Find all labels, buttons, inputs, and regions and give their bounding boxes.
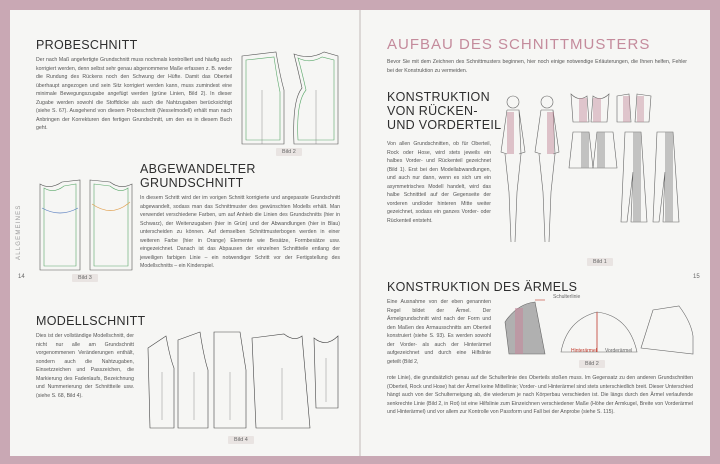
figure-modellschnitt-pattern [144, 328, 340, 432]
heading-modellschnitt: MODELLSCHNITT [36, 314, 146, 328]
label-vorderaermel: Vorderärmel [605, 348, 633, 354]
text-intro: Bevor Sie mit dem Zeichnen des Schnittmusters beginnen, hier noch einige notwendige Erläuterungen, die Ihnen helfen, Fehler bei der Konstruktion zu vermeiden. [387, 59, 687, 74]
heading-ruecken-3: UND VORDERTEIL [387, 118, 502, 132]
page-number-left: 14 [18, 274, 25, 280]
figure-probeschnitt-pattern [240, 50, 340, 146]
heading-abgewandelt-1: ABGEWANDELTER [140, 162, 256, 176]
text-abgewandelt: In diesem Schritt wird der im vorigen Schnitt korrigierte und angepasste Grundschnitt abgewandelt, sodass man das Schnittmuster des gewünschten Modells erhält. Man verwendet verschiedene Farben, um auf Anhieb die Linien des Grundschnitts (hier in Schwarz), der Weitenzugaben (hier in Grün) und der Abwandlungen (hier in Blau) unterscheiden zu können. Auf demselben Schnittmusterbogen werden in einer weiteren Farbe (hier in Orange) Elemente wie Besätze, Formbesätze usw. eingezeichnet. Danach ist das Abpausen der einzelnen Schnittteile entlang der jeweiligen farbigen Linie – ein notwendiger Schritt vor der Fertigstellung des Modellschnitts – ein Kinderspiel. [140, 195, 340, 269]
text-modellschnitt: Dies ist der vollständige Modellschnitt, der nicht nur alle am Grundschnitt vorgenommenen Veränderungen enthält, sondern auch die Nahtzugaben, Einsetzzeichen und Passzeichen, die Markierung des Fadenlaufs, Bezeichnung und Nummerierung der Schnittteile usw. (siehe S. 68, Bild 4). [36, 333, 134, 399]
figure-abgewandelt-pattern [36, 178, 136, 274]
label-schulterlinie: Schulterlinie [553, 294, 581, 300]
label-hinteraermel: Hinterärmel [571, 348, 597, 354]
heading-aermel: KONSTRUKTION DES ÄRMELS [387, 280, 578, 294]
caption-bild3: Bild 3 [72, 274, 98, 282]
caption-bild1: Bild 1 [587, 258, 613, 266]
heading-probeschnitt: PROBESCHNITT [36, 38, 138, 52]
page-title: AUFBAU DES SCHNITTMUSTERS [387, 36, 651, 53]
heading-ruecken-2: VON RÜCKEN- [387, 104, 478, 118]
text-aermel-wide: rote Linie), die grundsätzlich genau auf die Schulterlinie des Oberteils stoßen muss. Im Gegensatz zu den anderen Grundschnitten (Oberteil, Rock und Hose) hat der Ärmel keine Mittellinie; Vorder- und Hinterärmel sind stets unterschiedlich breit. Dieser Unterschied hängt auch von der Schulterneigung ab, die wiederum je nach Körperbau verschieden ist. Die längs durch den Ärmel verlaufende senkrechte Linie (Bild 2, in Rot) ist eine Hilfslinie zum Einzeichnen verschiedener Maße (Höhe der Armkugel, Breite von Vorderärmel und Hinterärmel) und vor allem zur Kontrolle von Passform und Fall bei der Anprobe (siehe S. 115). [387, 375, 693, 415]
right-page [361, 10, 710, 456]
left-page [10, 10, 359, 456]
figure-body-halves [497, 92, 693, 258]
section-tab: ALLGEMEINES [16, 204, 22, 260]
caption-bild4: Bild 4 [228, 436, 254, 444]
text-probeschnitt: Der nach Maß angefertigte Grundschnitt muss nochmals kontrolliert und häufig auch korrigiert werden, denn selbst sehr genau abgenommene Maße erfassen z. B. weder die Rundung des Rückens noch den Schwung der Hüfte. Damit das Oberteil überhaupt angezogen und sein Sitz korrigiert werden kann, muss zumindest eine minimale Bewegungszugabe angefügt werden (grüne Linien, Bild 2). In dieser Zugabe werden sowohl die Stoffdicke als auch die Nahtzugaben berücksichtigt (siehe S. 67). Ausgehend von diesem Probeschnitt (Nesselmodell) erhält man nach Anbringen der Korrekturen den fertigen Grundschnitt, um den es in diesem Buch geht. [36, 57, 232, 131]
heading-abgewandelt-2: GRUNDSCHNITT [140, 176, 244, 190]
caption-bild2-right: Bild 2 [579, 360, 605, 368]
text-ruecken: Von allen Grundschnitten, ob für Oberteil, Rock oder Hose, wird stets jeweils ein halbes Vorder- und Rückenteil gezeichnet (Bild 1). Erst bei den Modellabwandlungen, und auch nur dann, wenn es sich um ein asymmetrisches Modell handelt, wird das halbe Schnittteil auf der Gegenseite der vorderen und/oder hinteren Mitte weiter gezeichnet, sodass ein ganzes Vorder- oder Rückenteil entsteht. [387, 141, 491, 224]
text-aermel-narrow: Eine Ausnahme von der eben genannten Regel bildet der Ärmel. Der Ärmelgrundschnitt wird nach der Form und den Maßen des Armausschnitts am Oberteil konstruiert (siehe S. 93). Es werden sowohl der Vorder- als auch der Hinterärmel aufgezeichnet und durch eine Hilfslinie geteilt (Bild 2, [387, 299, 491, 365]
heading-ruecken-1: KONSTRUKTION [387, 90, 490, 104]
page-number-right: 15 [693, 274, 700, 280]
figure-sleeve [501, 292, 695, 358]
caption-bild2-left: Bild 2 [276, 148, 302, 156]
